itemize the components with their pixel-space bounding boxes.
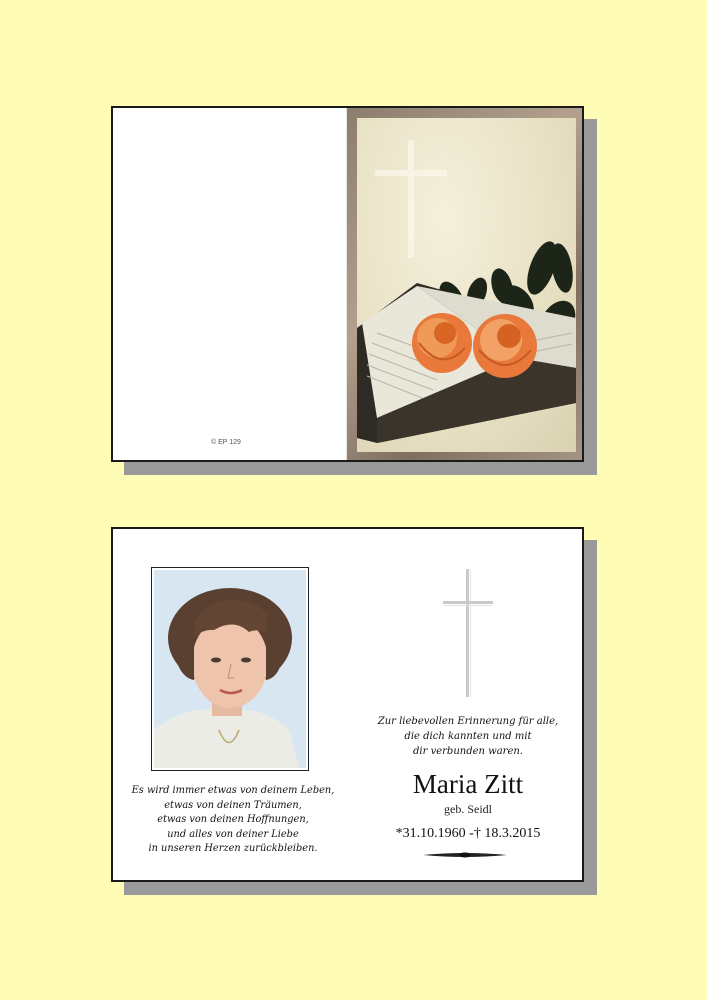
- memorial-card-inside: [111, 527, 584, 882]
- memorial-dedication: [348, 714, 588, 759]
- poem-line: Es wird immer etwas von deinem Leben,: [131, 785, 335, 796]
- dedication-line: die dich kannten und mit: [404, 731, 532, 742]
- faint-cross-icon: [375, 140, 447, 258]
- poem-line: etwas von deinen Träumen,: [164, 799, 302, 811]
- dedication-line: dir verbunden waren.: [413, 746, 523, 757]
- poem-line: etwas von deinen Hoffnungen,: [157, 814, 309, 825]
- poem-line: in unseren Herzen zurückbleiben.: [148, 843, 318, 854]
- copyright-note: © EP 129: [211, 439, 241, 446]
- memorial-card-cover: [111, 106, 584, 462]
- portrait-photo-frame: [151, 567, 309, 771]
- roses-on-book-illustration: [357, 118, 576, 452]
- life-dates: *31.10.1960 -† 18.3.2015: [395, 826, 541, 841]
- deceased-name: Maria Zitt: [412, 769, 524, 799]
- maiden-name: geb. Seidl: [444, 802, 492, 816]
- cover-image-frame: [347, 108, 582, 460]
- woman-portrait: [154, 570, 306, 768]
- cover-image: [357, 118, 576, 452]
- open-book: [357, 283, 576, 443]
- rose-left: [412, 313, 472, 373]
- poem-line: und alles von deiner Liebe: [167, 828, 299, 840]
- poem: [123, 784, 343, 857]
- ornament-divider-icon: [423, 851, 507, 859]
- cross-icon: [441, 569, 497, 699]
- rose-right: [473, 314, 537, 378]
- portrait-photo: [154, 570, 306, 768]
- dedication-line: Zur liebevollen Erinnerung für alle,: [377, 716, 559, 727]
